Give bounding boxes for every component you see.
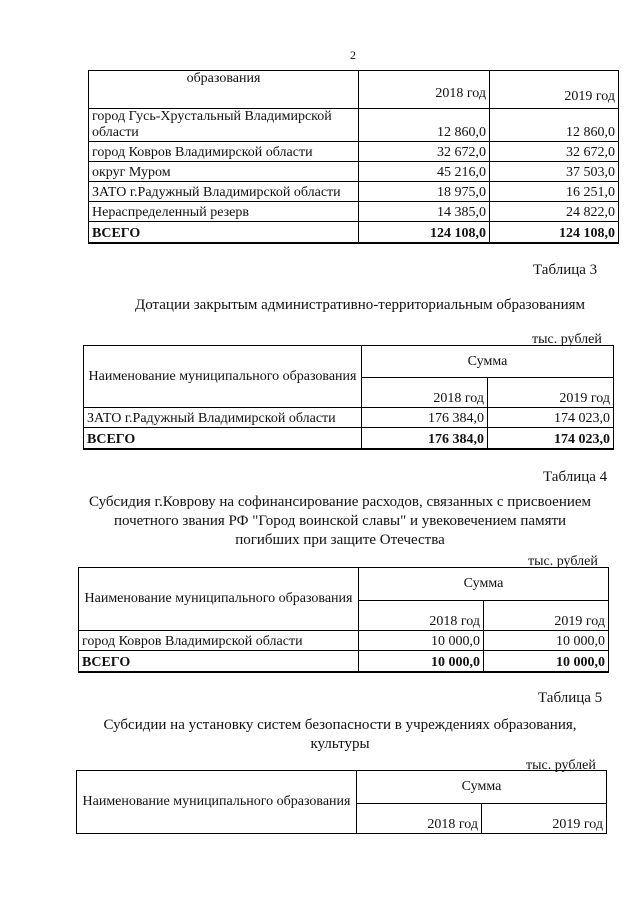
- table-3: [83, 345, 614, 450]
- header-name-cell: Наименование муниципального образования: [84, 346, 362, 408]
- row-2019-cell: 10 000,0: [484, 631, 609, 651]
- header-2019-cell: 2019 год: [490, 71, 619, 109]
- row-2019-cell: 24 822,0: [490, 202, 619, 222]
- table-header-row: [89, 71, 619, 109]
- total-2018-cell: 124 108,0: [359, 222, 490, 243]
- header-sum-cell: Сумма: [357, 771, 607, 804]
- table-5-label: Таблица 5: [538, 690, 603, 706]
- page-number: 2: [350, 48, 356, 62]
- table-4: [78, 567, 609, 673]
- table-row: [89, 142, 619, 162]
- total-2019-cell: 124 108,0: [490, 222, 619, 243]
- row-2019-cell: 12 860,0: [490, 109, 619, 142]
- table-3-unit: тыс. рублей: [532, 332, 602, 347]
- table-row: [84, 408, 614, 428]
- header-2018-cell: 2018 год: [359, 71, 490, 109]
- table-total-row: [89, 222, 619, 243]
- total-2018-cell: 10 000,0: [359, 651, 484, 672]
- row-2018-cell: 12 860,0: [359, 109, 490, 142]
- total-2018-cell: 176 384,0: [362, 428, 488, 449]
- table-row: [89, 202, 619, 222]
- row-2018-cell: 10 000,0: [359, 631, 484, 651]
- total-name-cell: ВСЕГО: [84, 428, 362, 449]
- total-2019-cell: 174 023,0: [488, 428, 614, 449]
- row-2018-cell: 14 385,0: [359, 202, 490, 222]
- row-name-cell: округ Муром: [89, 162, 359, 182]
- total-2019-cell: 10 000,0: [484, 651, 609, 672]
- row-2019-cell: 174 023,0: [488, 408, 614, 428]
- table-row: [79, 631, 609, 651]
- table-3-label: Таблица 3: [533, 262, 598, 278]
- row-2019-cell: 37 503,0: [490, 162, 619, 182]
- header-sum-cell: Сумма: [362, 346, 614, 378]
- header-2018-cell: 2018 год: [362, 378, 488, 408]
- row-2019-cell: 16 251,0: [490, 182, 619, 202]
- header-2018-cell: 2018 год: [359, 601, 484, 631]
- header-sum-cell: Сумма: [359, 568, 609, 601]
- row-2018-cell: 32 672,0: [359, 142, 490, 162]
- table-4-label: Таблица 4: [543, 469, 608, 485]
- total-name-cell: ВСЕГО: [89, 222, 359, 243]
- header-2019-cell: 2019 год: [484, 601, 609, 631]
- header-name-cell: Наименование муниципального образования: [79, 568, 359, 631]
- row-name-cell: город Ковров Владимирской области: [89, 142, 359, 162]
- table-header-row: [79, 568, 609, 601]
- table-row: [89, 109, 619, 142]
- row-2019-cell: 32 672,0: [490, 142, 619, 162]
- table-4-unit: тыс. рублей: [528, 554, 598, 569]
- total-name-cell: ВСЕГО: [79, 651, 359, 672]
- row-name-cell: ЗАТО г.Радужный Владимирской области: [89, 182, 359, 202]
- row-name-cell: город Ковров Владимирской области: [79, 631, 359, 651]
- table-5: [76, 770, 607, 834]
- row-2018-cell: 18 975,0: [359, 182, 490, 202]
- row-2018-cell: 45 216,0: [359, 162, 490, 182]
- table-total-row: [79, 651, 609, 672]
- table-row: [89, 182, 619, 202]
- row-name-cell: ЗАТО г.Радужный Владимирской области: [84, 408, 362, 428]
- table-total-row: [84, 428, 614, 449]
- row-name-cell: Нераспределенный резерв: [89, 202, 359, 222]
- table-3-title: Дотации закрытым административно-территориальным образованиям: [134, 297, 585, 313]
- table-2: [88, 70, 619, 244]
- table-4-title: Субсидия г.Коврову на софинансирование расходов, связанных с присвоением почетного звания РФ "Город воинской славы" и увековечением памяти погибших при защите Отечества: [88, 494, 592, 548]
- header-2018-cell: 2018 год: [357, 804, 482, 834]
- table-5-title: Субсидии на установку систем безопасности в учреждениях образования, культуры: [103, 717, 577, 752]
- table-5-unit: тыс. рублей: [526, 758, 596, 773]
- table-row: [89, 162, 619, 182]
- row-name-cell: город Гусь-Хрустальный Владимирской области: [89, 109, 359, 142]
- table-header-row: [84, 346, 614, 378]
- header-name-cell: Наименование муниципального образования: [77, 771, 357, 834]
- header-2019-cell: 2019 год: [488, 378, 614, 408]
- table-header-row: [77, 771, 607, 804]
- header-2019-cell: 2019 год: [482, 804, 607, 834]
- header-name-cell: образования: [89, 71, 359, 109]
- row-2018-cell: 176 384,0: [362, 408, 488, 428]
